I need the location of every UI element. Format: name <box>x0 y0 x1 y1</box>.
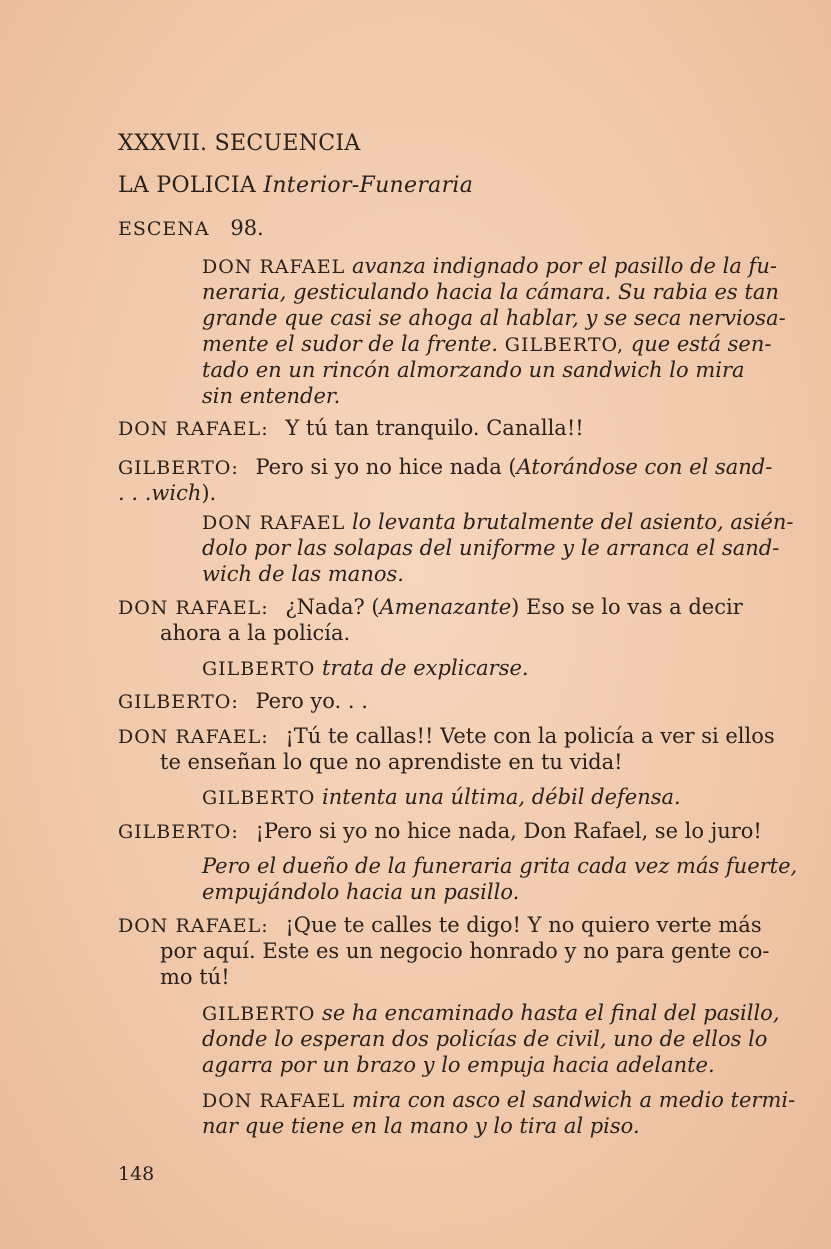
dialog-6 <box>118 818 762 845</box>
dialog-5-line-2: te enseñan lo que no aprendiste en tu vida! <box>160 750 623 774</box>
direction-text: que está sen- <box>630 332 772 356</box>
speaker-name: DON RAFAEL: <box>118 597 269 619</box>
dialog-text: ¿Nada? ( <box>285 595 380 619</box>
scene-heading <box>118 215 264 242</box>
character-name: GILBERTO, <box>504 334 625 356</box>
character-name: GILBERTO <box>202 787 316 809</box>
dialog-2-line-1 <box>118 454 772 481</box>
speaker-name: DON RAFAEL: <box>118 726 269 748</box>
dialog-4 <box>118 688 368 715</box>
page-number: 148 <box>118 1163 155 1185</box>
dialog-5-line-1 <box>118 723 775 750</box>
direction-1-line-6: sin entender. <box>202 384 341 408</box>
speaker-name: DON RAFAEL: <box>118 915 269 937</box>
dialog-2-line-2 <box>118 480 216 506</box>
dialog-7-line-2: por aquí. Este es un negocio honrado y no para gente co- <box>160 939 770 963</box>
dialog-text: Pero yo. . . <box>255 689 368 713</box>
speaker-name: DON RAFAEL: <box>118 418 269 440</box>
dialog-direction: Atorándose con el sand- <box>516 455 773 479</box>
direction-2-line-1 <box>202 509 793 536</box>
location-name: LA POLICIA <box>118 173 257 198</box>
dialog-7-line-1 <box>118 912 762 939</box>
scene-number: 98. <box>230 216 264 240</box>
dialog-text: ¡Que te calles te digo! Y no quiero verte más <box>285 913 762 937</box>
dialog-text: ¡Tú te callas!! Vete con la policía a ver si ellos <box>285 724 775 748</box>
direction-text: mente el sudor de la frente. <box>202 332 499 356</box>
direction-7-line-1 <box>202 1087 795 1114</box>
dialog-7-line-3: mo tú! <box>160 965 230 989</box>
direction-6-line-2: donde lo esperan dos policías de civil, uno de ellos lo <box>202 1027 768 1051</box>
character-name: DON RAFAEL <box>202 256 346 278</box>
direction-6-line-3: agarra por un brazo y lo empuja hacia adelante. <box>202 1053 715 1077</box>
dialog-3-line-1 <box>118 594 743 621</box>
speaker-name: GILBERTO: <box>118 821 239 843</box>
direction-5-line-1: Pero el dueño de la funeraria grita cada vez más fuerte, <box>202 854 798 878</box>
dialog-direction: . . .wich <box>118 481 202 505</box>
direction-text: lo levanta brutalmente del asiento, asién- <box>351 510 794 534</box>
speaker-name: GILBERTO: <box>118 457 239 479</box>
direction-1-line-1 <box>202 253 777 280</box>
direction-text: trata de explicarse. <box>322 656 529 680</box>
speaker-name: GILBERTO: <box>118 691 239 713</box>
direction-1-line-2: neraria, gesticulando hacia la cámara. Su rabia es tan <box>202 280 779 304</box>
scene-label: ESCENA <box>118 218 210 240</box>
direction-7-line-2: nar que tiene en la mano y lo tira al piso. <box>202 1114 640 1138</box>
direction-text: avanza indignado por el pasillo de la fu- <box>351 254 777 278</box>
dialog-1 <box>118 415 584 442</box>
character-name: DON RAFAEL <box>202 512 346 534</box>
location-heading <box>118 173 473 199</box>
direction-6-line-1 <box>202 1000 780 1027</box>
dialog-text: Y tú tan tranquilo. Canalla!! <box>285 416 584 440</box>
direction-1-line-5: tado en un rincón almorzando un sandwich lo mira <box>202 358 745 382</box>
direction-3 <box>202 655 529 682</box>
direction-1-line-3: grande que casi se ahoga al hablar, y se seca nerviosa- <box>202 306 786 330</box>
direction-2-line-3: wich de las manos. <box>202 562 404 586</box>
character-name: DON RAFAEL <box>202 1090 346 1112</box>
direction-text: se ha encaminado hasta el final del pasillo, <box>322 1001 780 1025</box>
dialog-text: Pero si yo no hice nada ( <box>255 455 517 479</box>
dialog-3-line-2: ahora a la policía. <box>160 621 351 645</box>
direction-2-line-2: dolo por las solapas del uniforme y le arranca el sand- <box>202 536 780 560</box>
direction-text: mira con asco el sandwich a medio termi- <box>351 1088 796 1112</box>
direction-5-line-2: empujándolo hacia un pasillo. <box>202 880 520 904</box>
character-name: GILBERTO <box>202 658 316 680</box>
direction-4 <box>202 784 681 811</box>
direction-text: intenta una última, débil defensa. <box>322 785 681 809</box>
dialog-text: ¡Pero si yo no hice nada, Don Rafael, se lo juro! <box>255 819 762 843</box>
location-setting: Interior-Funeraria <box>263 173 474 198</box>
dialog-direction: Amenazante <box>379 595 512 619</box>
character-name: GILBERTO <box>202 1003 316 1025</box>
direction-1-line-4 <box>202 331 772 358</box>
dialog-text: ). <box>201 481 217 505</box>
sequence-heading: XXXVII. SECUENCIA <box>118 131 361 156</box>
dialog-text: ) Eso se lo vas a decir <box>511 595 743 619</box>
